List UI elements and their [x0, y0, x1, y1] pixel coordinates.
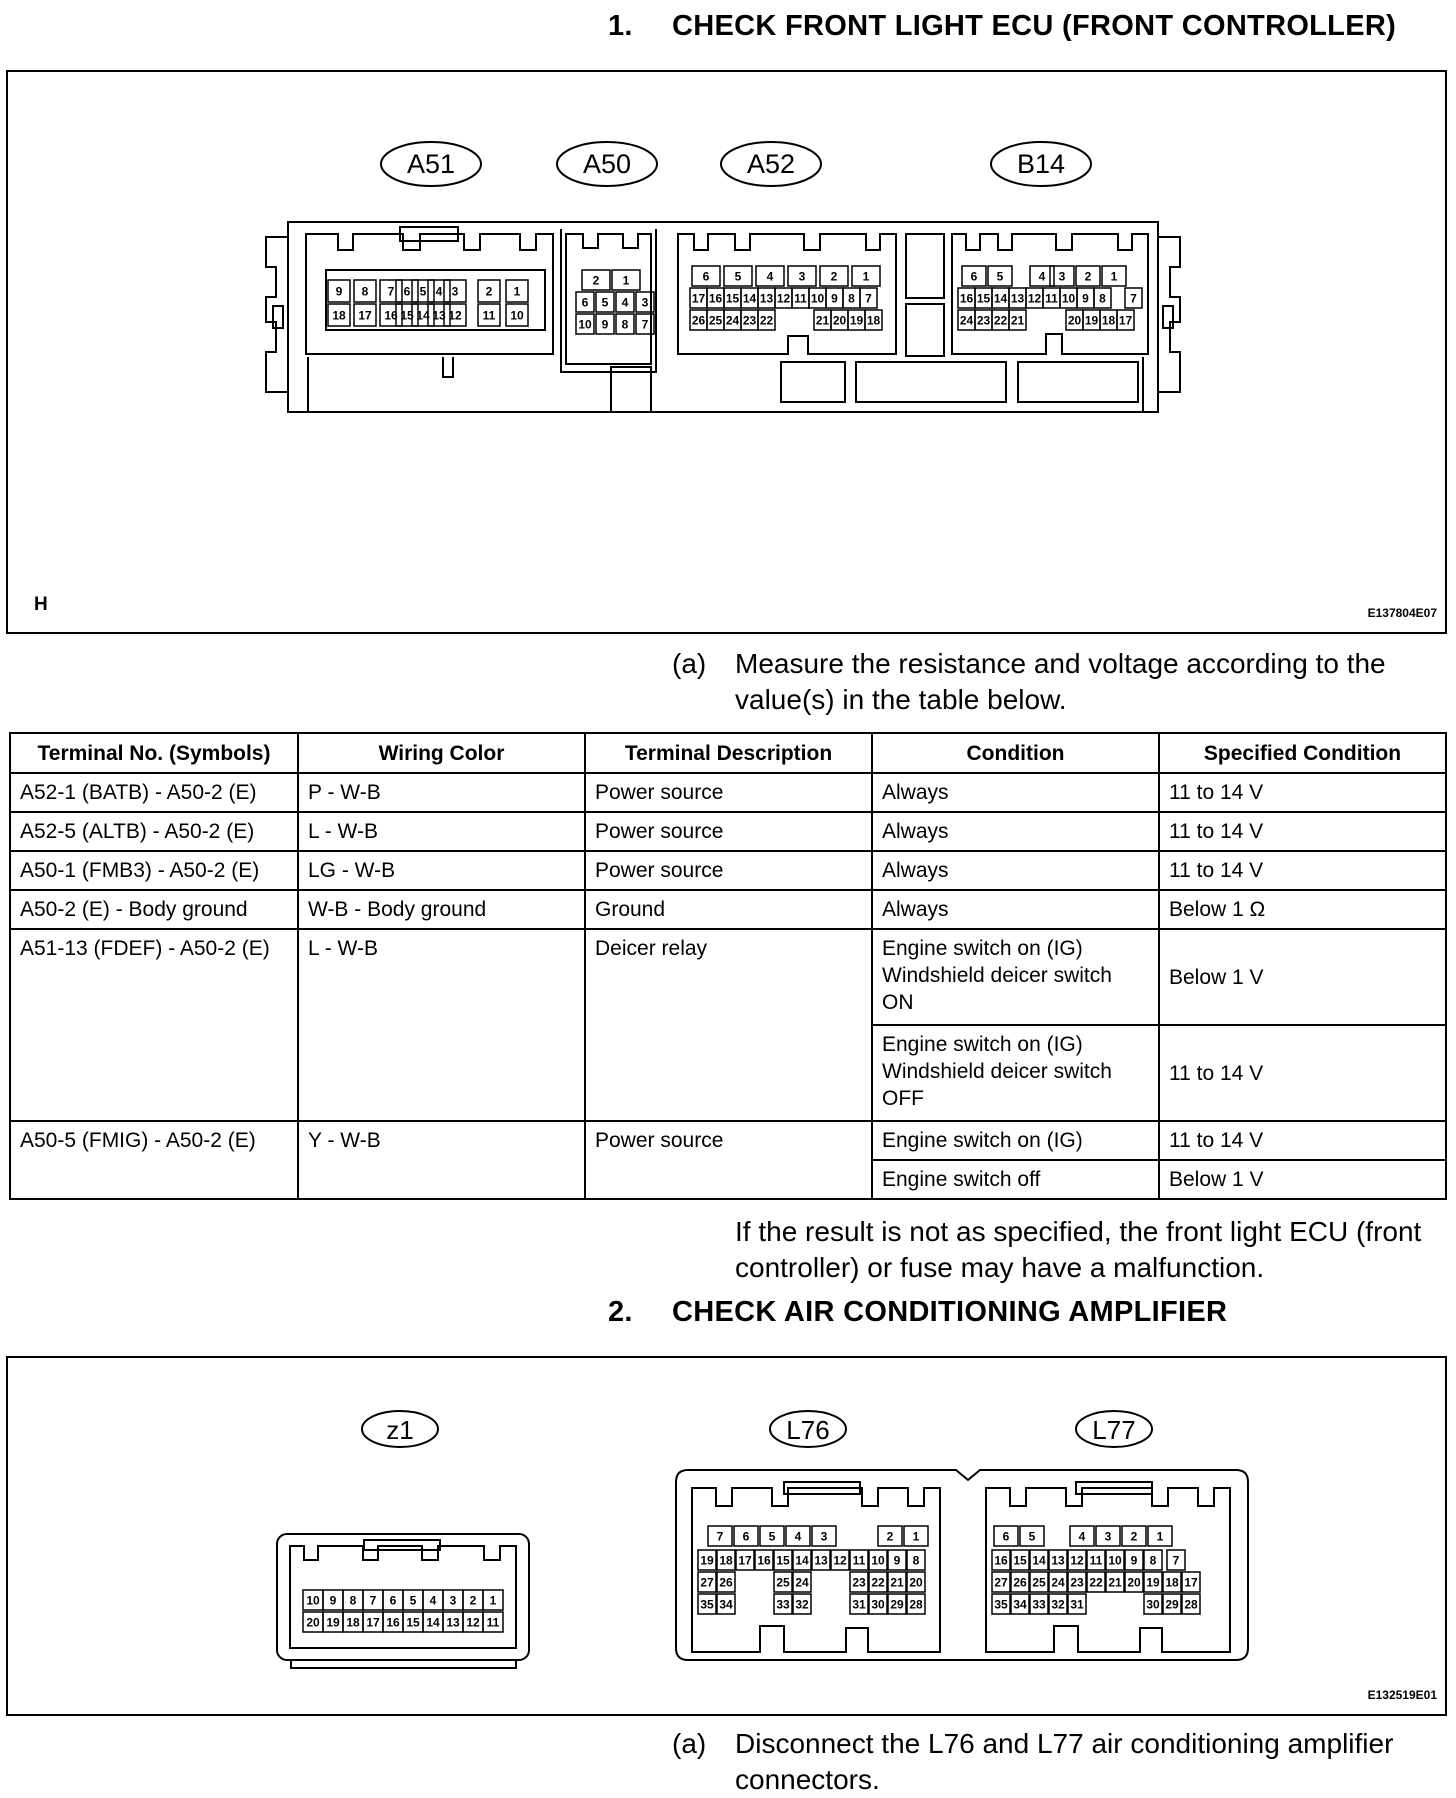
- connector-id-l76: L76: [786, 1415, 830, 1445]
- pin-number: 1: [912, 1529, 920, 1544]
- pin-number: 17: [738, 1553, 752, 1568]
- pin-number: 34: [1013, 1597, 1027, 1612]
- pin-number: 25: [776, 1575, 790, 1590]
- pin-number: 3: [1104, 1529, 1112, 1544]
- pin-number: 7: [387, 284, 395, 299]
- pin-number: 8: [912, 1553, 920, 1568]
- pin-number: 9: [893, 1553, 901, 1568]
- pin-number: 8: [1149, 1553, 1157, 1568]
- pin-number: 6: [1002, 1529, 1010, 1544]
- step-a-label: (a): [672, 648, 707, 679]
- pin-number: 31: [852, 1597, 866, 1612]
- cell-color: L - W-B: [298, 929, 585, 1121]
- pin-number: 1: [1156, 1529, 1164, 1544]
- pin-number: 8: [361, 284, 369, 299]
- pin-number: 1: [489, 1593, 497, 1608]
- pin-number: 11: [852, 1553, 866, 1568]
- cell-condition: Always: [872, 773, 1159, 812]
- pin-number: 2: [485, 284, 493, 299]
- pin-number: 28: [1184, 1597, 1198, 1612]
- pin-number: 14: [1032, 1553, 1046, 1568]
- cell-desc: Power source: [585, 812, 872, 851]
- pin-number: 4: [766, 269, 774, 284]
- cell-condition: Engine switch on (IG) Windshield deicer switch ON: [872, 929, 1159, 1025]
- cell-spec: Below 1 Ω: [1159, 890, 1446, 929]
- pin-number: 9: [1130, 1553, 1138, 1568]
- step-a-text: Measure the resistance and voltage according to the value(s) in the table below.: [735, 648, 1386, 715]
- pin-number: 3: [820, 1529, 828, 1544]
- pin-number: 5: [601, 295, 609, 310]
- pin-number: 10: [510, 308, 524, 323]
- section-2-heading: [608, 1296, 1227, 1329]
- pin-number: 5: [768, 1529, 776, 1544]
- cell-spec: Below 1 V: [1159, 1160, 1446, 1199]
- cell-terminal: A52-1 (BATB) - A50-2 (E): [10, 773, 298, 812]
- pin-number: 32: [795, 1597, 809, 1612]
- pin-number: 7: [1172, 1553, 1180, 1568]
- table-row: [10, 929, 1446, 1025]
- pin-number: 2: [886, 1529, 894, 1544]
- pin-number: 3: [451, 284, 459, 299]
- cell-condition: Always: [872, 890, 1159, 929]
- pin-number: 18: [719, 1553, 733, 1568]
- pin-number: 11: [1089, 1553, 1103, 1568]
- pin-number: 15: [776, 1553, 790, 1568]
- pin-number: 12: [833, 1553, 847, 1568]
- cell-desc: Power source: [585, 851, 872, 890]
- section-2-number: 2.: [608, 1296, 633, 1328]
- cell-spec: 11 to 14 V: [1159, 773, 1446, 812]
- pin-number: 6: [581, 295, 589, 310]
- pin-number: 22: [993, 313, 1008, 328]
- pin-number: 6: [389, 1593, 397, 1608]
- pin-number: 15: [406, 1615, 420, 1630]
- pin-number: 24: [725, 313, 740, 328]
- cell-color: W-B - Body ground: [298, 890, 585, 929]
- pin-number: 1: [1110, 269, 1118, 284]
- cell-spec: 11 to 14 V: [1159, 851, 1446, 890]
- cell-terminal: A50-1 (FMB3) - A50-2 (E): [10, 851, 298, 890]
- pin-number: 6: [742, 1529, 750, 1544]
- pin-number: 15: [400, 308, 414, 323]
- pin-number: 7: [865, 291, 872, 306]
- pin-number: 19: [1084, 313, 1099, 328]
- pin-number: 4: [1038, 269, 1046, 284]
- pin-number: 15: [725, 291, 740, 306]
- section-1-heading: [608, 10, 1396, 43]
- section-1-note: If the result is not as specified, the front light ECU (front controller) or fuse may have a malfunction.: [735, 1216, 1422, 1283]
- pin-number: 4: [429, 1593, 437, 1608]
- pin-number: 18: [1101, 313, 1116, 328]
- pin-number: 1: [622, 273, 630, 288]
- pin-number: 24: [1051, 1575, 1065, 1590]
- section-1-step-a: [672, 646, 1452, 720]
- pin-number: 18: [866, 313, 881, 328]
- pin-number: 2: [469, 1593, 477, 1608]
- pin-number: 5: [734, 269, 742, 284]
- pin-number: 22: [1089, 1575, 1103, 1590]
- cell-spec: 11 to 14 V: [1159, 1025, 1446, 1121]
- ac-connector-drawing: [8, 1358, 1445, 1714]
- pin-number: 20: [306, 1615, 320, 1630]
- pin-number: 17: [1184, 1575, 1198, 1590]
- pin-number: 6: [403, 284, 411, 299]
- pin-number: 6: [702, 269, 710, 284]
- pin-number: 14: [993, 291, 1008, 306]
- cell-spec: Below 1 V: [1159, 929, 1446, 1025]
- cell-condition: Engine switch on (IG) Windshield deicer switch OFF: [872, 1025, 1159, 1121]
- cell-terminal: A51-13 (FDEF) - A50-2 (E): [10, 929, 298, 1121]
- pin-number: 14: [795, 1553, 809, 1568]
- section-2-step-a: [672, 1726, 1452, 1795]
- cell-color: Y - W-B: [298, 1121, 585, 1199]
- pin-number: 16: [994, 1553, 1008, 1568]
- pin-number: 16: [384, 308, 398, 323]
- pin-number: 15: [976, 291, 991, 306]
- table-row: [10, 890, 1446, 929]
- cell-color: LG - W-B: [298, 851, 585, 890]
- pin-number: 7: [1130, 291, 1137, 306]
- pin-number: 10: [1108, 1553, 1122, 1568]
- ac-amplifier-connector-figure: [6, 1356, 1447, 1716]
- pin-number: 18: [332, 308, 346, 323]
- pin-number: 4: [435, 284, 443, 299]
- front-light-ecu-connector-figure: [6, 70, 1447, 634]
- table-row: [10, 1121, 1446, 1160]
- pin-number: 19: [849, 313, 864, 328]
- pin-number: 11: [794, 291, 807, 306]
- pin-number: 22: [871, 1575, 885, 1590]
- connector-id-z1: z1: [386, 1415, 414, 1445]
- pin-number: 30: [1146, 1597, 1160, 1612]
- pin-number: 12: [448, 308, 462, 323]
- header-wiring-color: Wiring Color: [298, 733, 585, 773]
- pin-number: 7: [716, 1529, 724, 1544]
- pin-number: 19: [700, 1553, 714, 1568]
- pin-number: 10: [1061, 291, 1076, 306]
- pin-number: 26: [719, 1575, 733, 1590]
- pin-number: 29: [890, 1597, 904, 1612]
- pin-number: 19: [1146, 1575, 1160, 1590]
- cell-spec: 11 to 14 V: [1159, 812, 1446, 851]
- cell-color: L - W-B: [298, 812, 585, 851]
- pin-number: 5: [409, 1593, 417, 1608]
- pin-number: 35: [700, 1597, 714, 1612]
- header-specified-condition: Specified Condition: [1159, 733, 1446, 773]
- pin-number: 22: [759, 313, 774, 328]
- cell-desc: Ground: [585, 890, 872, 929]
- pin-number: 16: [708, 291, 723, 306]
- pin-number: 20: [832, 313, 847, 328]
- pin-number: 3: [1058, 269, 1066, 284]
- pin-number: 8: [349, 1593, 357, 1608]
- pin-number: 8: [1099, 291, 1106, 306]
- pin-number: 16: [757, 1553, 771, 1568]
- pin-number: 26: [1013, 1575, 1027, 1590]
- header-condition: Condition: [872, 733, 1159, 773]
- pin-number: 31: [1070, 1597, 1084, 1612]
- pin-number: 3: [798, 269, 806, 284]
- pin-number: 4: [794, 1529, 802, 1544]
- pin-number: 12: [1027, 291, 1042, 306]
- pin-number: 8: [848, 291, 855, 306]
- table-row: [10, 812, 1446, 851]
- pin-number: 17: [358, 308, 372, 323]
- header-terminal: Terminal No. (Symbols): [10, 733, 298, 773]
- pin-number: 32: [1051, 1597, 1065, 1612]
- connector-id-a51: A51: [406, 149, 456, 179]
- pin-number: 16: [386, 1615, 400, 1630]
- pin-number: 12: [776, 291, 791, 306]
- cell-spec: 11 to 14 V: [1159, 1121, 1446, 1160]
- pin-number: 12: [1070, 1553, 1084, 1568]
- pin-number: 4: [1078, 1529, 1086, 1544]
- pin-number: 10: [578, 317, 592, 332]
- section-1-title: CHECK FRONT LIGHT ECU (FRONT CONTROLLER): [672, 10, 1397, 42]
- cell-terminal: A50-2 (E) - Body ground: [10, 890, 298, 929]
- pin-number: 2: [1084, 269, 1092, 284]
- table-row: [10, 851, 1446, 890]
- pin-number: 10: [871, 1553, 885, 1568]
- pin-number: 33: [1032, 1597, 1046, 1612]
- pin-number: 17: [1118, 313, 1133, 328]
- cell-condition: Engine switch on (IG): [872, 1121, 1159, 1160]
- pin-number: 21: [890, 1575, 904, 1590]
- pin-number: 10: [810, 291, 825, 306]
- pin-number: 26: [691, 313, 706, 328]
- header-terminal-description: Terminal Description: [585, 733, 872, 773]
- table-row: [10, 773, 1446, 812]
- cell-desc: Deicer relay: [585, 929, 872, 1121]
- pin-number: 13: [814, 1553, 828, 1568]
- pin-number: 21: [1108, 1575, 1122, 1590]
- step-a-text: Disconnect the L76 and L77 air conditioning amplifier connectors.: [735, 1728, 1394, 1795]
- cell-desc: Power source: [585, 1121, 872, 1199]
- pin-number: 27: [994, 1575, 1008, 1590]
- connector-id-l77: L77: [1092, 1415, 1136, 1445]
- figure-view-label: H: [34, 594, 48, 615]
- pin-number: 8: [621, 317, 629, 332]
- pin-number: 21: [815, 313, 830, 328]
- pin-number: 11: [486, 1615, 500, 1630]
- pin-number: 9: [329, 1593, 337, 1608]
- pin-number: 2: [830, 269, 838, 284]
- pin-number: 25: [1032, 1575, 1046, 1590]
- pin-number: 28: [909, 1597, 923, 1612]
- pin-number: 17: [366, 1615, 380, 1630]
- pin-number: 3: [449, 1593, 457, 1608]
- cell-condition: Engine switch off: [872, 1160, 1159, 1199]
- pin-number: 14: [416, 308, 430, 323]
- terminal-spec-table: [9, 732, 1447, 1200]
- pin-number: 12: [466, 1615, 480, 1630]
- pin-number: 19: [326, 1615, 340, 1630]
- pin-number: 23: [976, 313, 991, 328]
- pin-number: 29: [1165, 1597, 1179, 1612]
- pin-number: 17: [691, 291, 706, 306]
- connector-id-a52: A52: [746, 149, 796, 179]
- pin-number: 18: [1165, 1575, 1179, 1590]
- pin-number: 14: [742, 291, 757, 306]
- pin-number: 7: [369, 1593, 377, 1608]
- figure-2-code: E132519E01: [1367, 1688, 1437, 1702]
- pin-number: 23: [1070, 1575, 1084, 1590]
- pin-number: 24: [795, 1575, 809, 1590]
- cell-desc: Power source: [585, 773, 872, 812]
- pin-number: 4: [621, 295, 629, 310]
- pin-number: 13: [1051, 1553, 1065, 1568]
- pin-number: 23: [852, 1575, 866, 1590]
- pin-number: 9: [831, 291, 838, 306]
- figure-1-code: E137804E07: [1367, 606, 1437, 620]
- pin-number: 20: [1127, 1575, 1141, 1590]
- pin-number: 9: [335, 284, 343, 299]
- pin-number: 27: [700, 1575, 714, 1590]
- pin-number: 20: [1067, 313, 1082, 328]
- pin-number: 23: [742, 313, 757, 328]
- pin-number: 5: [1028, 1529, 1036, 1544]
- pin-number: 13: [759, 291, 774, 306]
- pin-number: 25: [708, 313, 723, 328]
- pin-number: 34: [719, 1597, 733, 1612]
- pin-number: 14: [426, 1615, 440, 1630]
- pin-number: 2: [1130, 1529, 1138, 1544]
- pin-number: 11: [1045, 291, 1058, 306]
- section-2-title: CHECK AIR CONDITIONING AMPLIFIER: [672, 1296, 1228, 1328]
- step-a-label: (a): [672, 1728, 707, 1759]
- pin-number: 15: [1013, 1553, 1027, 1568]
- pin-number: 35: [994, 1597, 1008, 1612]
- pin-number: 33: [776, 1597, 790, 1612]
- pin-number: 5: [419, 284, 427, 299]
- connector-id-a50: A50: [582, 149, 632, 179]
- pin-number: 18: [346, 1615, 360, 1630]
- pin-number: 6: [970, 269, 978, 284]
- pin-number: 7: [641, 317, 649, 332]
- pin-number: 13: [1010, 291, 1025, 306]
- pin-number: 13: [446, 1615, 460, 1630]
- pin-number: 1: [513, 284, 521, 299]
- cell-color: P - W-B: [298, 773, 585, 812]
- pin-number: 16: [959, 291, 974, 306]
- pin-number: 30: [871, 1597, 885, 1612]
- table-header-row: [10, 733, 1446, 773]
- cell-condition: Always: [872, 851, 1159, 890]
- pin-number: 10: [306, 1593, 320, 1608]
- pin-number: 21: [1010, 313, 1025, 328]
- pin-number: 13: [432, 308, 446, 323]
- pin-number: 11: [482, 308, 496, 323]
- connector-id-b14: B14: [1016, 149, 1066, 179]
- section-1-number: 1.: [608, 10, 633, 42]
- pin-number: 20: [909, 1575, 923, 1590]
- cell-terminal: A50-5 (FMIG) - A50-2 (E): [10, 1121, 298, 1199]
- pin-number: 3: [641, 295, 649, 310]
- pin-number: 9: [1082, 291, 1089, 306]
- a50-shell: [566, 234, 651, 364]
- cell-terminal: A52-5 (ALTB) - A50-2 (E): [10, 812, 298, 851]
- pin-number: 9: [601, 317, 609, 332]
- pin-number: 5: [996, 269, 1004, 284]
- pin-number: 24: [959, 313, 974, 328]
- pin-number: 2: [592, 273, 600, 288]
- pin-number: 1: [862, 269, 870, 284]
- cell-condition: Always: [872, 812, 1159, 851]
